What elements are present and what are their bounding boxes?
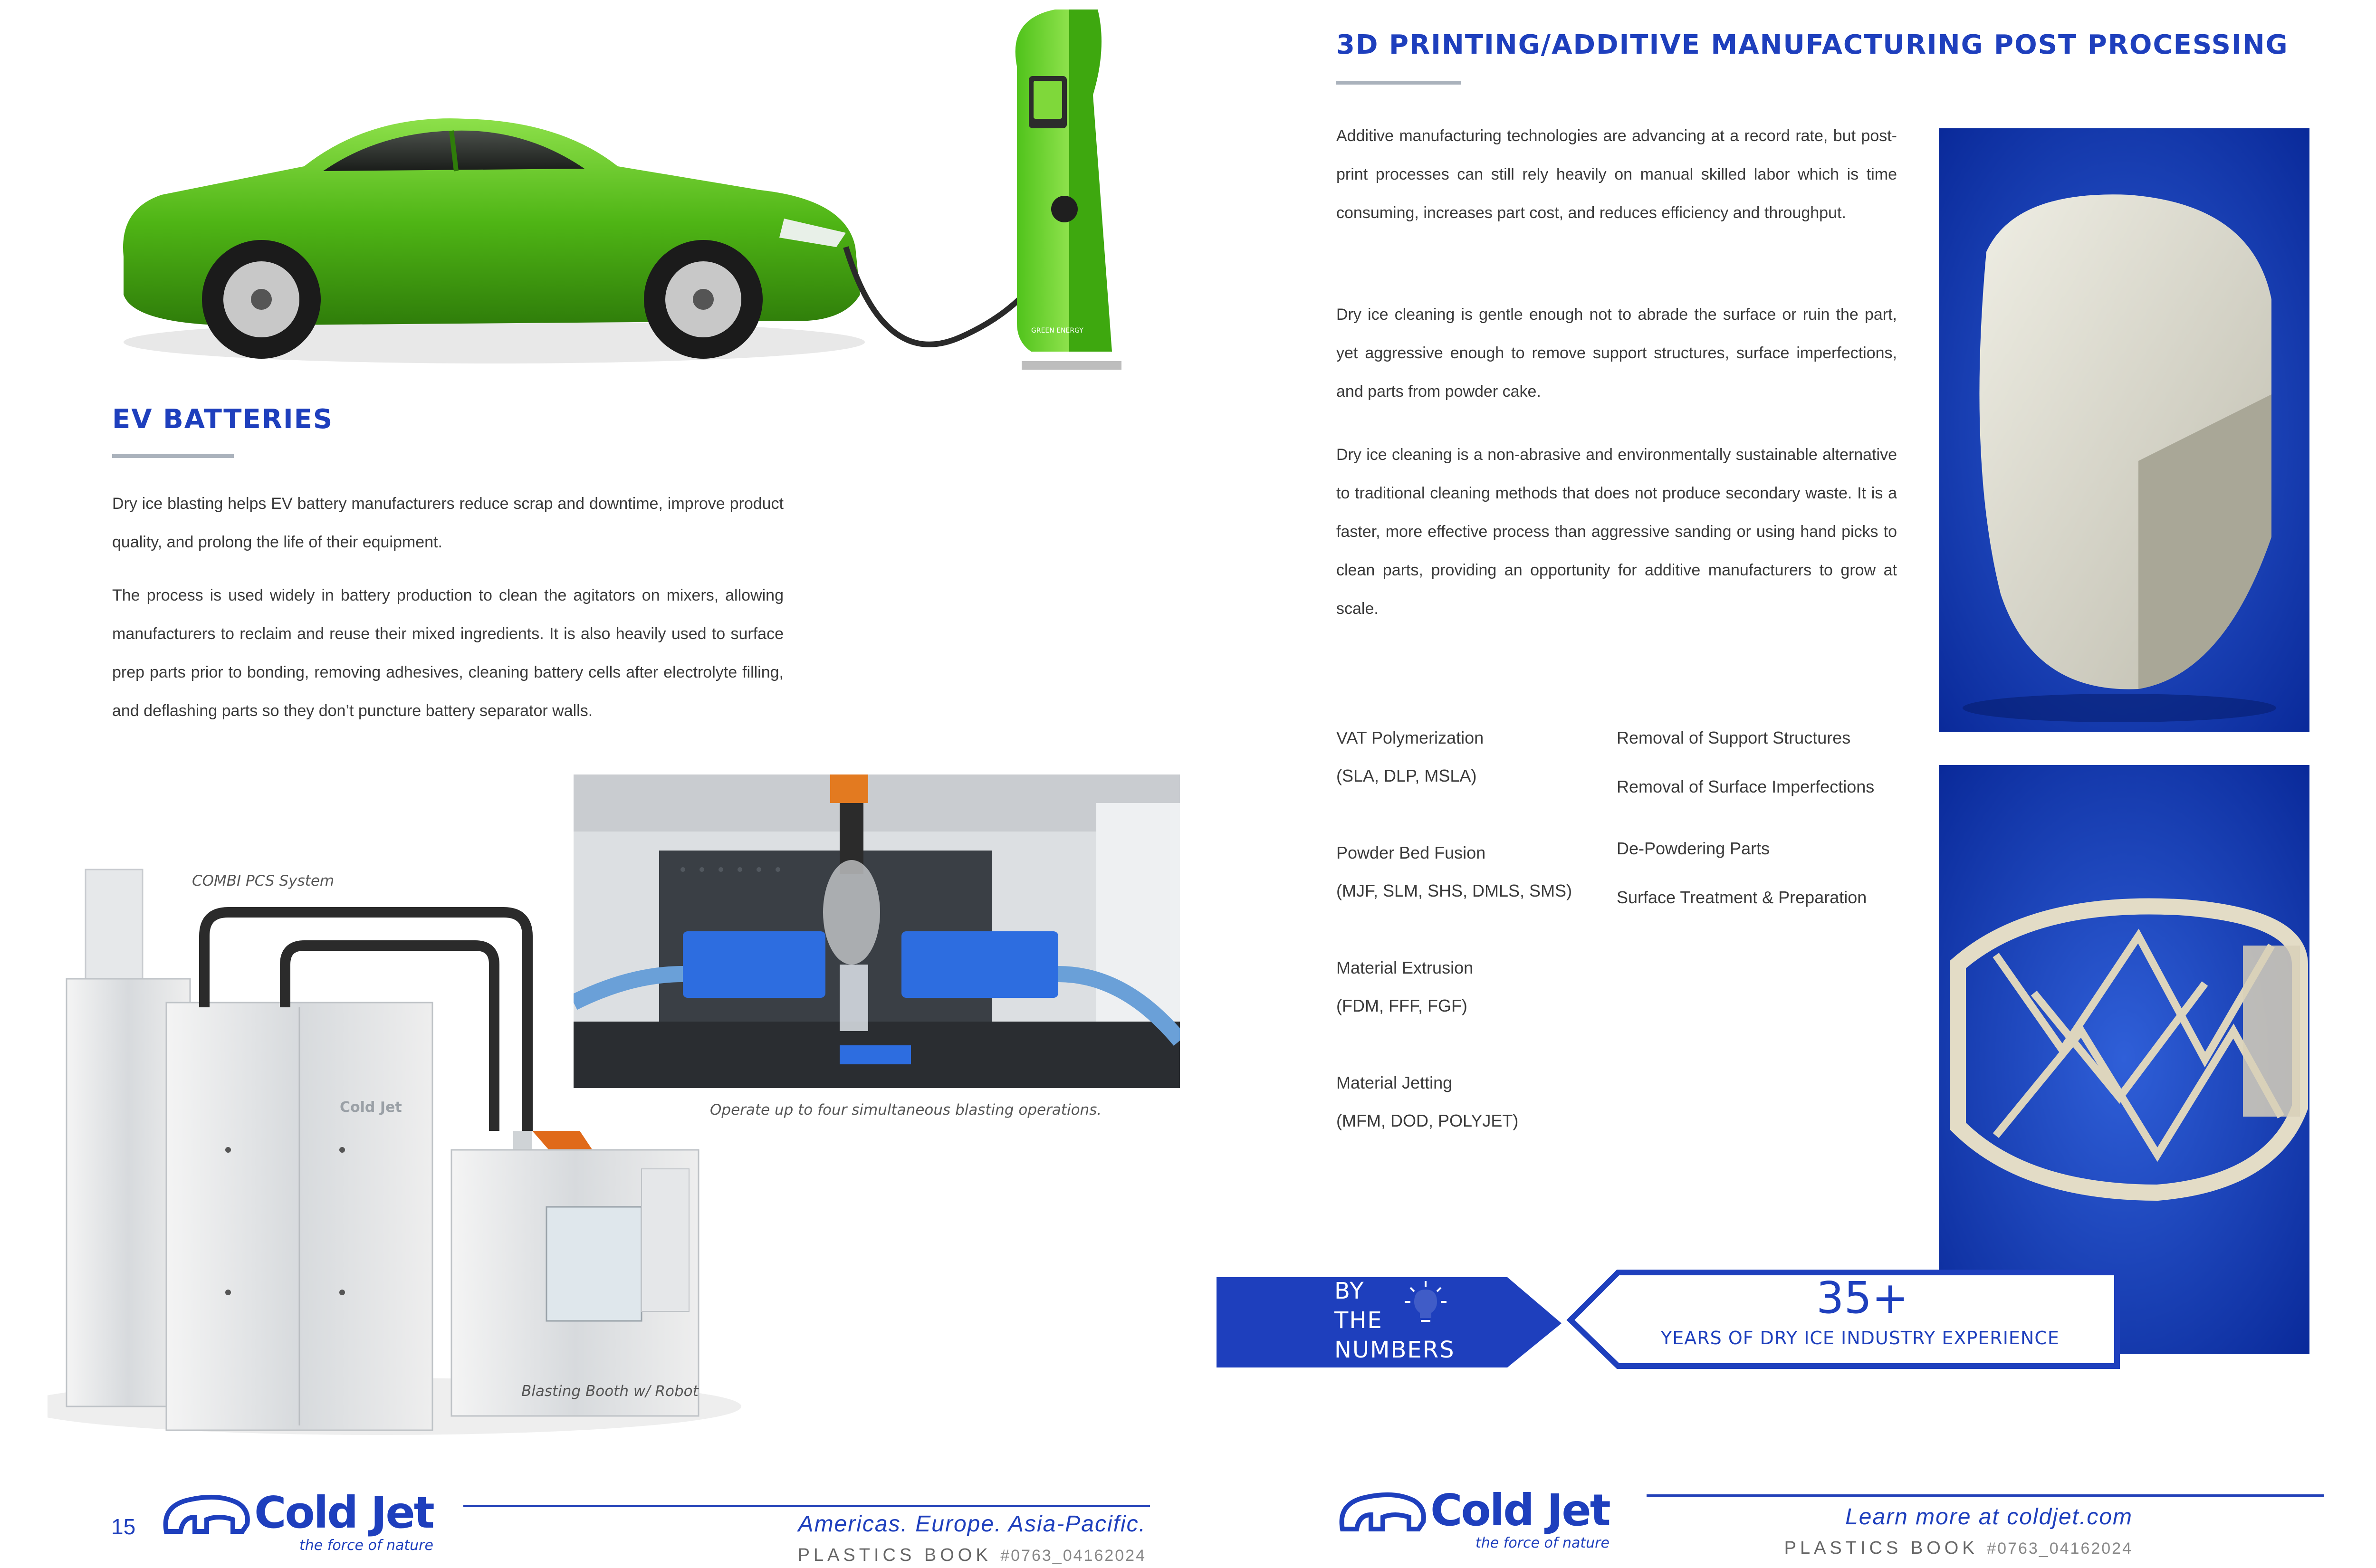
application-item: Removal of Surface Imperfections bbox=[1617, 777, 1875, 796]
cold-jet-logo-left bbox=[162, 1487, 447, 1563]
book-title-right: PLASTICS BOOK bbox=[1784, 1538, 1978, 1558]
tech-name: Powder Bed Fusion bbox=[1336, 843, 1486, 862]
application-item: De-Powdering Parts bbox=[1617, 839, 1770, 858]
tech-item-extrusion bbox=[1336, 949, 1602, 1064]
tech-detail: (SLA, DLP, MSLA) bbox=[1336, 766, 1477, 785]
footer-rule-left bbox=[463, 1505, 1150, 1507]
lightbulb-icon bbox=[1402, 1279, 1449, 1327]
application-item: Surface Treatment & Preparation bbox=[1617, 888, 1867, 907]
printed-part-photo-top bbox=[1939, 128, 2309, 732]
brand-name-right: Cold Jet bbox=[1430, 1485, 1610, 1536]
stat-years-label: YEARS OF DRY ICE INDUSTRY EXPERIENCE bbox=[1661, 1328, 2060, 1348]
tech-detail: (MJF, SLM, SHS, DMLS, SMS) bbox=[1336, 881, 1572, 900]
robot-blasting-image bbox=[574, 774, 1180, 1088]
book-code-right: #0763_04162024 bbox=[1987, 1539, 2133, 1558]
cold-jet-bear-icon bbox=[1338, 1489, 1428, 1536]
printed-lattice-photo-bottom bbox=[1939, 765, 2309, 1354]
tech-detail: (FDM, FFF, FGF) bbox=[1336, 996, 1467, 1015]
caption-blasting-booth: Blasting Booth w/ Robot bbox=[521, 1383, 699, 1400]
technology-list bbox=[1336, 719, 1602, 1179]
book-line-right bbox=[1784, 1538, 2133, 1558]
book-line-left bbox=[798, 1545, 1146, 1566]
btn-line-3: NUMBERS bbox=[1334, 1337, 1455, 1363]
caption-operate: Operate up to four simultaneous blasting operations. bbox=[710, 1101, 1102, 1119]
ev-paragraph-2: The process is used widely in battery production to clean the agitators on mixers, allowing manufacturers to reclaim and reuse their mixed ingredients. It is also heavily used to surface prep parts prior to bonding, removing adhesives, cleaning battery cells after electrolyte filling, and deflashing parts so they don’t puncture battery separator walls. bbox=[112, 586, 784, 720]
tech-item-powder-bed bbox=[1336, 834, 1602, 949]
ev-car-charging-image bbox=[105, 10, 1140, 380]
applications-list bbox=[1617, 719, 1921, 917]
btn-line-2: THE bbox=[1334, 1307, 1383, 1334]
ev-paragraph-1: Dry ice blasting helps EV battery manufacturers reduce scrap and downtime, improve product quality, and prolong the life of their equipment. bbox=[112, 495, 784, 551]
machine-logo: Cold Jet bbox=[340, 1099, 402, 1116]
ev-batteries-title-rule bbox=[112, 454, 234, 458]
page-number-left: 15 bbox=[111, 1514, 136, 1539]
book-code-left: #0763_04162024 bbox=[1000, 1547, 1146, 1565]
application-item: Removal of Support Structures bbox=[1617, 728, 1851, 747]
additive-title-rule bbox=[1336, 81, 1461, 85]
additive-title: 3D PRINTING/ADDITIVE MANUFACTURING POST PROCESSING bbox=[1336, 29, 2289, 60]
tech-detail: (MFM, DOD, POLYJET) bbox=[1336, 1111, 1519, 1130]
tech-item-jetting bbox=[1336, 1064, 1602, 1179]
charger-label: GREEN ENERGY bbox=[1031, 327, 1083, 335]
brand-tagline-right: the force of nature bbox=[1475, 1535, 1610, 1551]
additive-paragraph-1: Additive manufacturing technologies are advancing at a record rate, but post-print processes can still rely heavily on manual skilled labor which is time consuming, increases part cost, and reduces efficiency and throughput. bbox=[1336, 127, 1897, 222]
cold-jet-logo-right bbox=[1338, 1485, 1623, 1561]
tech-name: Material Extrusion bbox=[1336, 958, 1474, 977]
tech-item-vat bbox=[1336, 719, 1602, 834]
learn-more-link[interactable]: Learn more at coldjet.com bbox=[1845, 1504, 2133, 1530]
tech-name: VAT Polymerization bbox=[1336, 728, 1484, 747]
ev-batteries-title: EV BATTERIES bbox=[112, 404, 334, 435]
cold-jet-bear-icon bbox=[162, 1491, 252, 1539]
tech-name: Material Jetting bbox=[1336, 1073, 1453, 1092]
stat-years-value: 35+ bbox=[1816, 1272, 1909, 1323]
btn-line-1: BY bbox=[1334, 1278, 1365, 1304]
additive-paragraph-3: Dry ice cleaning is a non-abrasive and environmentally sustainable alternative to traditional cleaning methods that does not produce secondary waste. It is a faster, more effective process than aggressive sanding or using hand picks to clean parts, providing an opportunity for additive manufacturers to grow at scale. bbox=[1336, 446, 1897, 618]
footer-rule-right bbox=[1647, 1494, 2324, 1497]
caption-combi-pcs: COMBI PCS System bbox=[192, 872, 335, 889]
brand-name-left: Cold Jet bbox=[254, 1487, 433, 1538]
brand-tagline-left: the force of nature bbox=[299, 1537, 433, 1554]
book-title-left: PLASTICS BOOK bbox=[797, 1545, 992, 1565]
additive-paragraph-2: Dry ice cleaning is gentle enough not to abrade the surface or ruin the part, yet aggressive enough to remove support structures, surface imperfections, and parts from powder cake. bbox=[1336, 306, 1897, 401]
regions-tagline: Americas. Europe. Asia-Pacific. bbox=[798, 1511, 1146, 1537]
by-the-numbers-banner bbox=[1217, 1269, 2167, 1373]
